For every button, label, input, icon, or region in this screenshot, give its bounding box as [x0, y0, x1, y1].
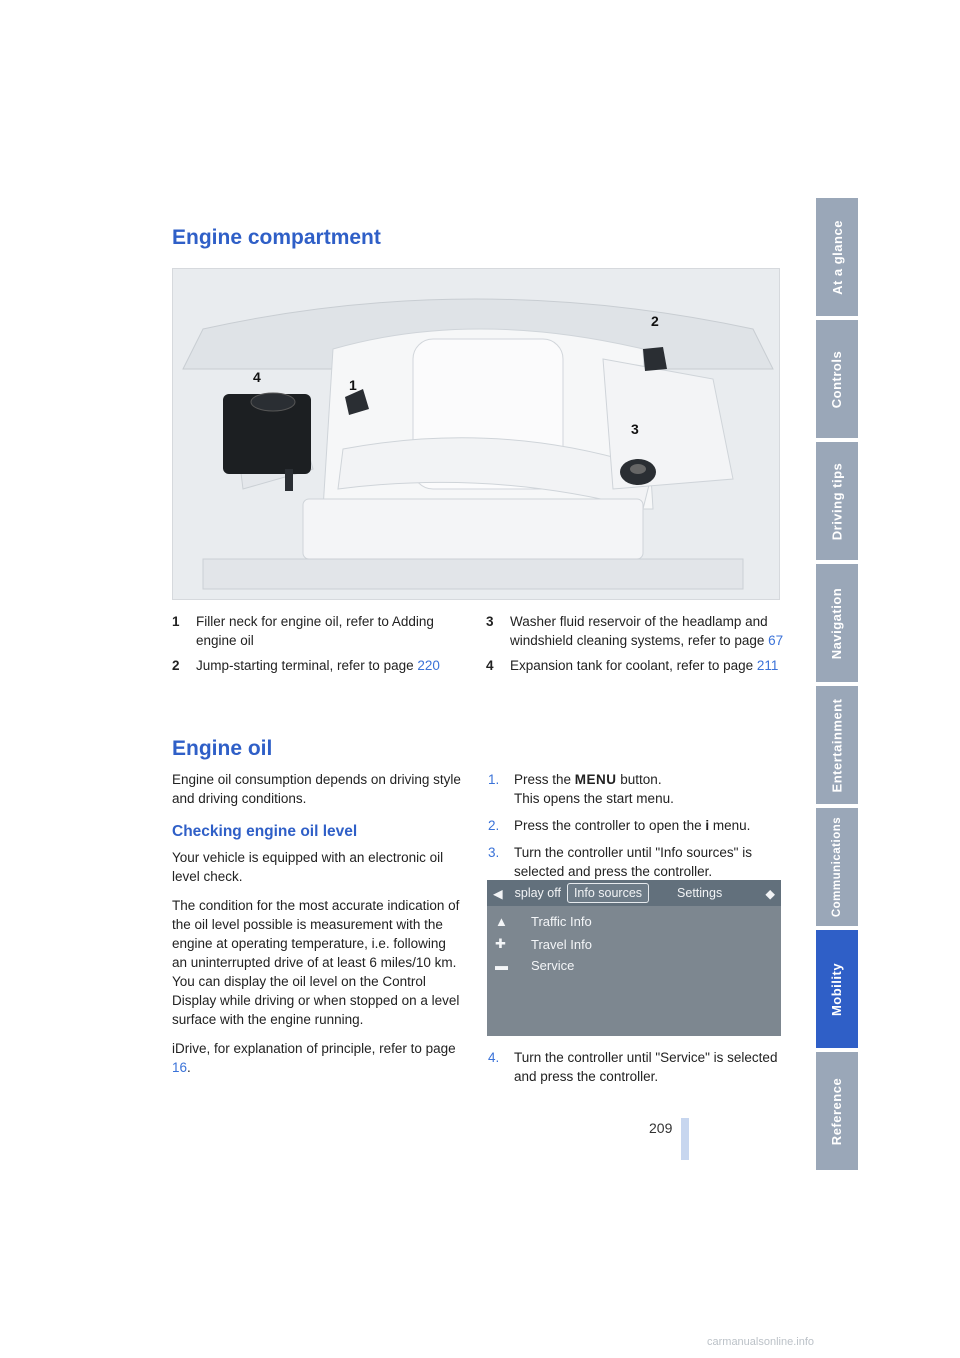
- tab-at-a-glance[interactable]: At a glance: [816, 198, 858, 316]
- display-menu-bar: [487, 880, 781, 906]
- legend-right: [486, 612, 786, 681]
- engine-illustration: [173, 269, 779, 599]
- page-link[interactable]: 67: [768, 633, 784, 648]
- legend-left: [172, 612, 462, 681]
- display-item-service[interactable]: ▬ Service: [495, 958, 575, 973]
- step-3: 3. Turn the controller until "Info sources" is selected and press the controller.: [488, 845, 752, 879]
- tab-controls[interactable]: Controls: [816, 320, 858, 438]
- car-icon: ▬: [495, 958, 508, 973]
- info-icon: i: [705, 818, 710, 833]
- legend-item-3: 3 Washer fluid reservoir of the headlamp and windshield cleaning systems, refer to page 67: [486, 614, 784, 648]
- callout-4: 4: [253, 369, 261, 385]
- step-1: 1. Press the MENU button. This opens the start menu.: [488, 772, 674, 806]
- legend-item-2: 2 Jump-starting terminal, refer to page 220: [172, 658, 440, 673]
- menu-button-glyph: MENU: [574, 772, 617, 787]
- display-item-traffic-info[interactable]: ▲ Traffic Info: [495, 914, 592, 929]
- traffic-sign-icon: ▲: [495, 914, 508, 929]
- engine-oil-intro: Engine oil consumption depends on driving style and driving conditions.: [172, 772, 461, 806]
- display-item-travel-info[interactable]: ✚ Travel Info: [495, 936, 592, 952]
- tab-entertainment[interactable]: Entertainment: [816, 686, 858, 804]
- heading-checking-oil-level: Checking engine oil level: [172, 823, 358, 840]
- heading-engine-oil: Engine oil: [172, 737, 273, 760]
- engine-compartment-image: [172, 268, 780, 600]
- callout-2: 2: [651, 313, 659, 329]
- heading-engine-compartment: Engine compartment: [172, 226, 381, 249]
- tab-communications[interactable]: Communications: [816, 808, 858, 926]
- control-display: [487, 880, 781, 1036]
- step-4: 4. Turn the controller until "Service" is selected and press the controller.: [488, 1050, 778, 1084]
- tab-reference[interactable]: Reference: [816, 1052, 858, 1170]
- checking-body: Your vehicle is equipped with an electronic oil level check. The condition for the most accurate indication of the oil level possible is measurement with the engine at operating temperature, i.e. following an uninterrupted drive of at least 6 miles/10 km. You can display the oil level on the Control Display while driving or when stopped on a level surface with the engine running. iDrive, for explanation of principle, refer to page 16.: [172, 850, 460, 1075]
- menu-item-info-sources[interactable]: Info sources: [567, 883, 649, 903]
- legend-item-4: 4 Expansion tank for coolant, refer to page 211: [486, 658, 779, 673]
- steps-list: [488, 770, 790, 889]
- watermark: carmanualsonline.info: [707, 1336, 815, 1348]
- info-menu-icon[interactable]: ◆: [765, 886, 775, 901]
- menu-item-display-off[interactable]: splay off: [514, 886, 561, 900]
- tab-driving-tips[interactable]: Driving tips: [816, 442, 858, 560]
- page-link[interactable]: 16: [172, 1060, 188, 1075]
- chapter-tabs: [816, 198, 858, 1174]
- page-link[interactable]: 220: [417, 658, 440, 673]
- page-link[interactable]: 211: [756, 658, 779, 673]
- page-number: 209: [649, 1120, 673, 1136]
- step-2: 2. Press the controller to open the i menu.: [488, 818, 751, 833]
- callout-3: 3: [631, 421, 639, 437]
- tab-navigation[interactable]: Navigation: [816, 564, 858, 682]
- menu-item-settings[interactable]: Settings: [677, 886, 723, 900]
- travel-icon: ✚: [495, 936, 506, 951]
- step-4-block: [488, 1048, 788, 1094]
- tab-mobility[interactable]: Mobility: [816, 930, 858, 1048]
- left-arrow-icon[interactable]: ◀: [493, 886, 503, 901]
- page-marker: [681, 1118, 689, 1160]
- callout-1: 1: [349, 377, 357, 393]
- legend-item-1: 1 Filler neck for engine oil, refer to Adding engine oil: [172, 614, 434, 648]
